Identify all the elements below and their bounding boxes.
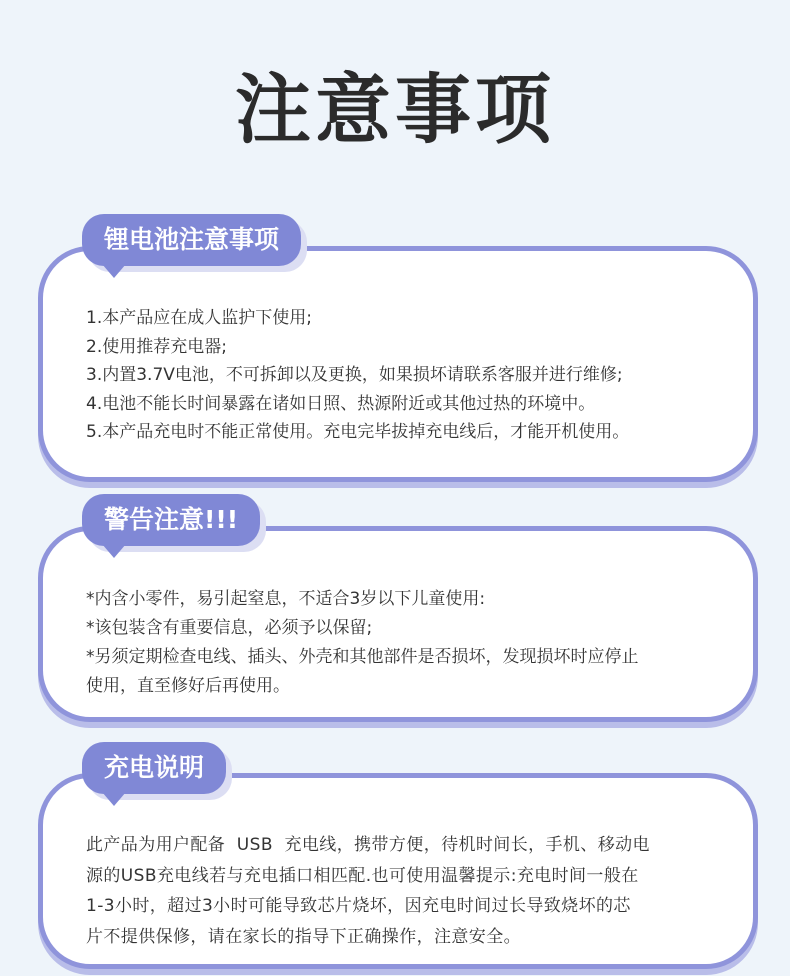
list-item: 4.电池不能长时间暴露在诸如日照、热源附近或其他过热的环境中。 [86,393,596,414]
paragraph-line: 片不提供保修，请在家长的指导下正确操作，注意安全。 [86,926,521,947]
list-item: *内含小零件，易引起窒息，不适合3岁以下儿童使用: [86,589,486,609]
charging-text [86,830,736,952]
list-item: 5.本产品充电时不能正常使用。充电完毕拔掉充电线后，才能开机使用。 [86,422,630,442]
paragraph-line: 1-3小时，超过3小时可能导致芯片烧坏，因充电时间过长导致烧坏的芯 [86,896,631,916]
lithium-battery-heading: 锂电池注意事项 [82,214,301,266]
lithium-battery-heading-tab [82,214,301,266]
paragraph-line: 此产品为用户配备 USB 充电线，携带方便，待机时间长，手机、移动电 [86,835,650,855]
list-item: *该包装含有重要信息，必须予以保留; [86,618,373,638]
list-item: 1.本产品应在成人监护下使用; [86,308,312,328]
warning-heading-tab [82,494,260,546]
list-item: 3.内置3.7V电池，不可拆卸以及更换，如果损坏请联系客服并进行维修; [86,365,623,385]
list-item: 使用，直至修好后再使用。 [86,676,290,696]
lithium-battery-list [86,304,736,447]
list-item: 2.使用推荐充电器; [86,336,227,357]
page-title: 注意事项 [235,65,555,154]
warning-heading: 警告注意!!! [82,494,260,546]
paragraph-line: 源的USB充电线若与充电插口相匹配.也可使用温馨提示:充电时间一般在 [86,865,639,886]
charging-heading-tab [82,742,226,794]
warning-list [86,585,736,701]
charging-heading: 充电说明 [82,742,226,794]
list-item: *另须定期检查电线、插头、外壳和其他部件是否损坏，发现损坏时应停止 [86,647,639,667]
